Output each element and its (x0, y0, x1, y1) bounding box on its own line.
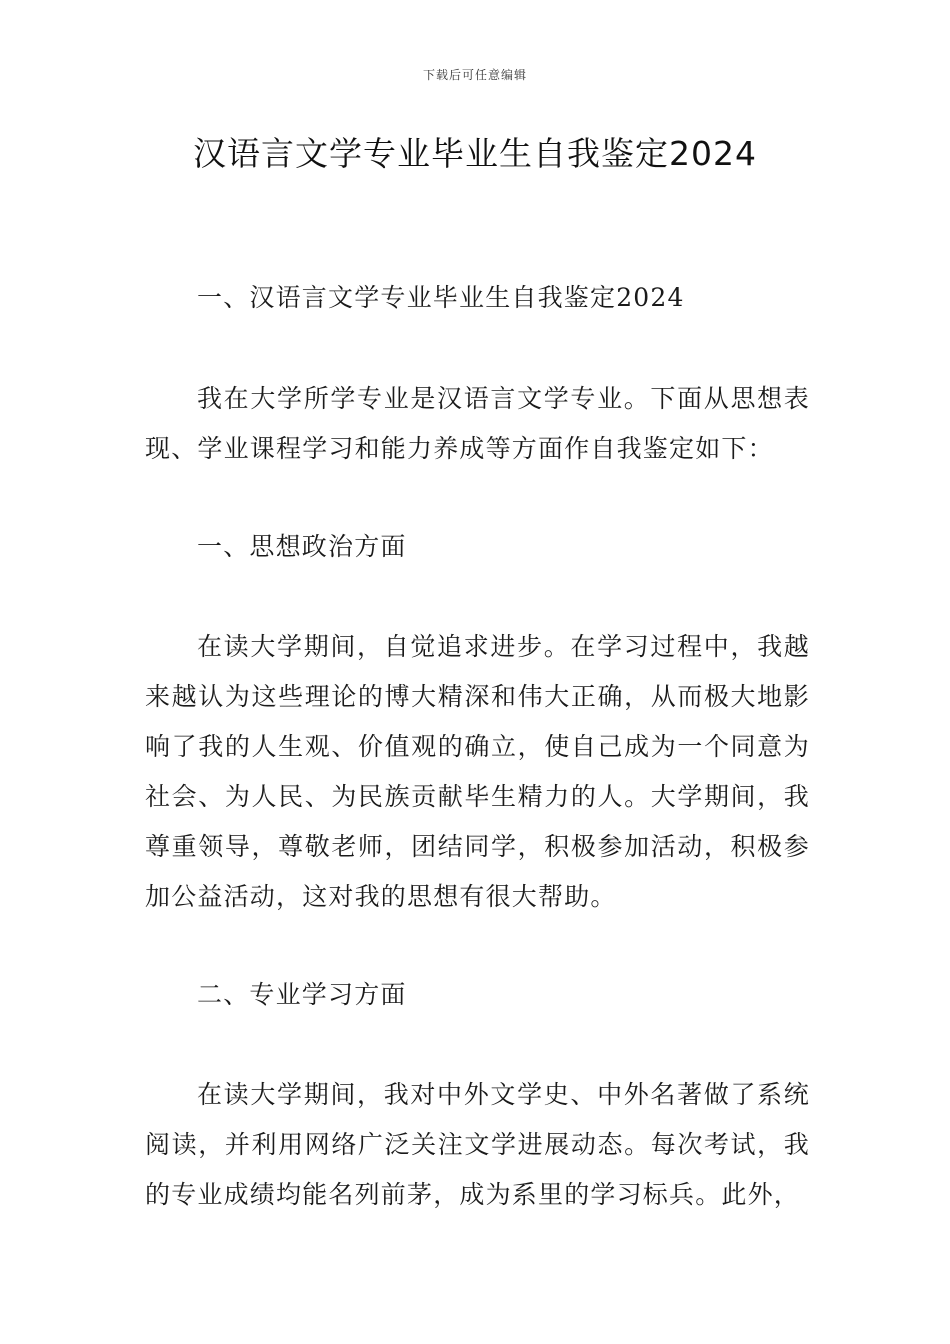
subsection-heading-ideology: 一、思想政治方面 (197, 532, 407, 561)
document-title: 汉语言文学专业毕业生自我鉴定2024 (193, 134, 757, 173)
paragraph-ideology: 在读大学期间，自觉追求进步。在学习过程中，我越来越认为这些理论的博大精深和伟大正确，从而极大地影响了我的人生观、价值观的确立，使自己成为一个同意为社会、为人民、为民族贡献毕生精力的人。大学期间，我尊重领导，尊敬老师，团结同学，积极参加活动，积极参加公益活动，这对我的思想有很大帮助。 (145, 632, 810, 911)
page-header-note: 下载后可任意编辑 (422, 68, 527, 82)
section-heading: 一、汉语言文学专业毕业生自我鉴定2024 (197, 283, 685, 312)
paragraph-study: 在读大学期间，我对中外文学史、中外名著做了系统阅读，并利用网络广泛关注文学进展动态。每次考试，我的专业成绩均能名列前茅，成为系里的学习标兵。此外， (145, 1080, 810, 1209)
subsection-heading-study: 二、专业学习方面 (197, 980, 407, 1009)
intro-paragraph: 我在大学所学专业是汉语言文学专业。下面从思想表现、学业课程学习和能力养成等方面作自我鉴定如下： (145, 384, 810, 463)
